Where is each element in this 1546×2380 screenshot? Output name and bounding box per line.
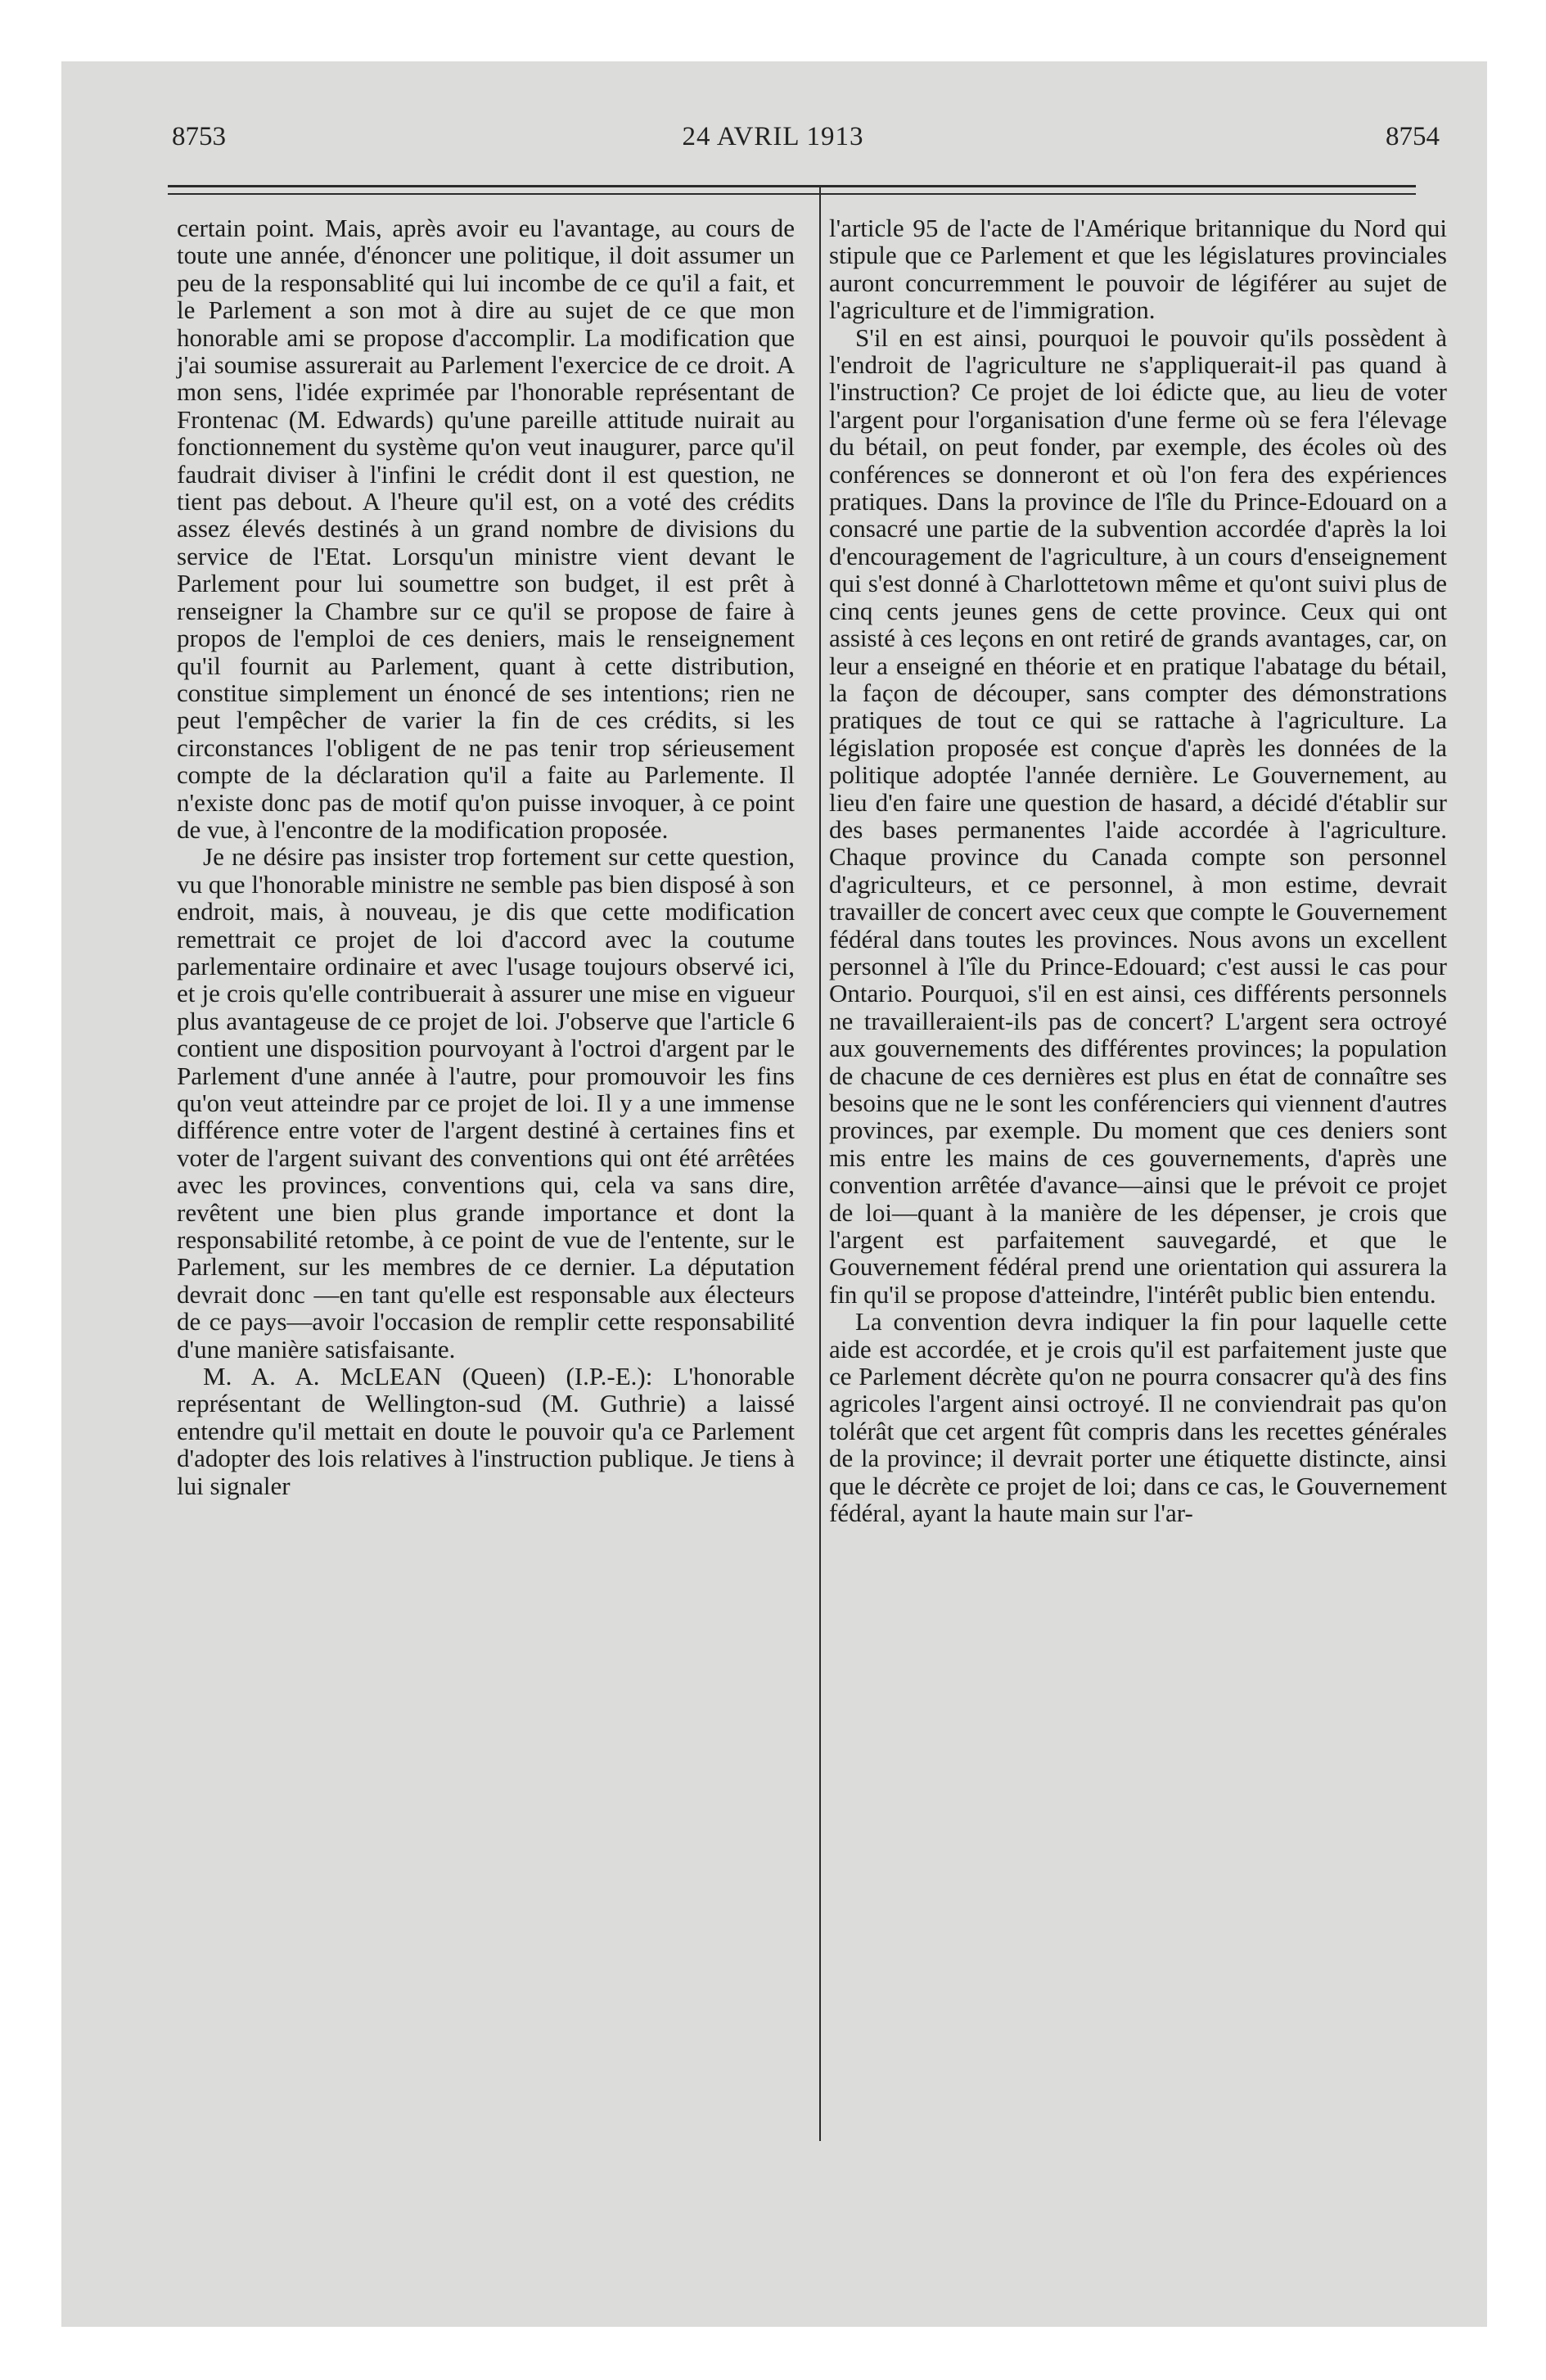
- column-divider: [819, 185, 821, 2141]
- left-column: [177, 214, 795, 1499]
- header-rule-bottom: [168, 193, 1416, 195]
- paragraph: S'il en est ainsi, pourquoi le pouvoir qu'ils possèdent à l'endroit de l'agriculture ne s'appliquerait-il pas quand à l'instruction? Ce projet de loi édicte que, au lieu de voter l'argent pour l'organisation d'une ferme où se fera l'élevage du bétail, on peut fonder, par exemple, des écoles où des conférences se donneront et où l'on fera des expériences pratiques. Dans la province de l'île du Prince-Edouard on a consacré une partie de la subvention accordée d'après la loi d'encouragement de l'agriculture, à un cours d'enseignement qui s'est donné à Charlottetown même et qu'ont suivi plus de cinq cents jeunes gens de cette province. Ceux qui ont assisté à ces leçons en ont retiré de grands avantages, car, on leur a enseigné en théorie et en pratique l'abatage du bétail, la façon de découper, sans compter des démonstrations pratiques de tout ce qui se rattache à l'agriculture. La législation proposée est conçue d'après les données de la politique adoptée l'année dernière. Le Gouvernement, au lieu d'en faire une question de hasard, a décidé d'établir sur des bases permanentes l'aide accordée à l'agriculture. Chaque province du Canada compte son personnel d'agriculteurs, et ce personnel, à mon estime, devrait travailler de concert avec ceux que compte le Gouvernement fédéral dans toutes les provinces. Nous avons un excellent personnel à l'île du Prince-Edouard; c'est aussi le cas pour Ontario. Pourquoi, s'il en est ainsi, ces différents personnels ne travailleraient-ils pas de concert? L'argent sera octroyé aux gouvernements des différentes provinces; la population de chacune de ces dernières est plus en état de connaître ses besoins que ne le sont les conférenciers qui viennent d'autres provinces, par exemple. Du moment que ces deniers sont mis entre les mains de ces gouvernements, d'après une convention arrêtée d'avance—ainsi que le prévoit ce projet de loi—quant à la manière de les dépenser, je crois que l'argent est parfaitement sauvegardé, et que le Gouvernement fédéral prend une orientation qui assurera la fin qu'il se propose d'atteindre, l'intérêt public bien entendu.: [829, 322, 1447, 1309]
- paragraph: Je ne désire pas insister trop fortement sur cette question, vu que l'honorable ministre ne semble pas bien disposé à son endroit, mais, à nouveau, je dis que cette modification remettrait ce projet de loi d'accord avec la coutume parlementaire ordinaire et avec l'usage toujours observé ici, et je crois qu'elle contribuerait à assurer une mise en vigueur plus avantageuse de ce projet de loi. J'observe que l'article 6 contient une disposition pourvoyant à l'octroi d'argent par le Parlement d'une année à l'autre, pour promouvoir les fins qu'on veut atteindre par ce projet de loi. Il y a une immense différence entre voter de l'argent destiné à certaines fins et voter de l'argent suivant des conventions qui ont été arrêtées avec les provinces, conventions qui, cela va sans dire, revêtent une bien plus grande importance et dont la responsabilité retombe, à ce point de vue de l'entente, sur le Parlement, sur les membres de ce dernier. La députation devrait donc —en tant qu'elle est responsable aux électeurs de ce pays—avoir l'occasion de remplir cette responsabilité d'une manière satisfaisante.: [177, 842, 795, 1364]
- paragraph: La convention devra indiquer la fin pour laquelle cette aide est accordée, et je crois qu'il est parfaitement juste que ce Parlement décrète qu'on ne pourra consacrer qu'à des fins agricoles l'argent ainsi octroyé. Il ne conviendrait pas qu'on tolérât que cet argent fût compris dans les recettes générales de la province; il devrait porter une étiquette distincte, ainsi que le décrète ce projet de loi; dans ce cas, le Gouvernement fédéral, ayant la haute main sur l'ar-: [829, 1307, 1447, 1528]
- page-number-left: 8753: [172, 122, 226, 151]
- right-column: [829, 214, 1447, 1527]
- paragraph: certain point. Mais, après avoir eu l'avantage, au cours de toute une année, d'énoncer une politique, il doit assumer un peu de la responsablité qui lui incombe de ce qu'il a fait, et le Parlement a son mot à dire au sujet de ce que mon honorable ami se propose d'accomplir. La modification que j'ai soumise assurerait au Parlement l'exercice de ce droit. A mon sens, l'idée exprimée par l'honorable représentant de Frontenac (M. Edwards) qu'une pareille attitude nuirait au fonctionnement du système qu'on veut inaugurer, parce qu'il faudrait diviser à l'infini le crédit dont il est question, ne tient pas debout. A l'heure qu'il est, on a voté des crédits assez élevés destinés à un grand nombre de divisions du service de l'Etat. Lorsqu'un ministre vient devant le Parlement pour lui soumettre son budget, il est prêt à renseigner la Chambre sur ce qu'il se propose de faire à propos de l'emploi de ces deniers, mais le renseignement qu'il fournit au Parlement, quant à cette distribution, constitue simplement un énoncé de ses intentions; rien ne peut l'empêcher de varier la fin de ces crédits, si les circonstances l'obligent de ne pas tenir trop sérieusement compte de la déclaration qu'il a faite au Parlemente. Il n'existe donc pas de motif qu'on puisse invoquer, à ce point de vue, à l'encontre de la modification proposée.: [177, 214, 795, 844]
- header-rule-top: [168, 185, 1416, 187]
- paragraph: l'article 95 de l'acte de l'Amérique britannique du Nord qui stipule que ce Parlement et que les législatures provinciales auront concurremment le pouvoir de légiférer au sujet de l'agriculture et de l'immigration.: [829, 214, 1447, 325]
- page-date: 24 AVRIL 1913: [682, 122, 864, 151]
- speaker-paragraph: M. A. A. McLEAN (Queen) (I.P.-E.): L'honorable représentant de Wellington-sud (M. Guthrie) a laissé entendre qu'il mettait en doute le pouvoir qu'a ce Parlement d'adopter des lois relatives à l'instruction publique. Je tiens à lui signaler: [177, 1362, 795, 1500]
- page-number-right: 8754: [1386, 122, 1440, 151]
